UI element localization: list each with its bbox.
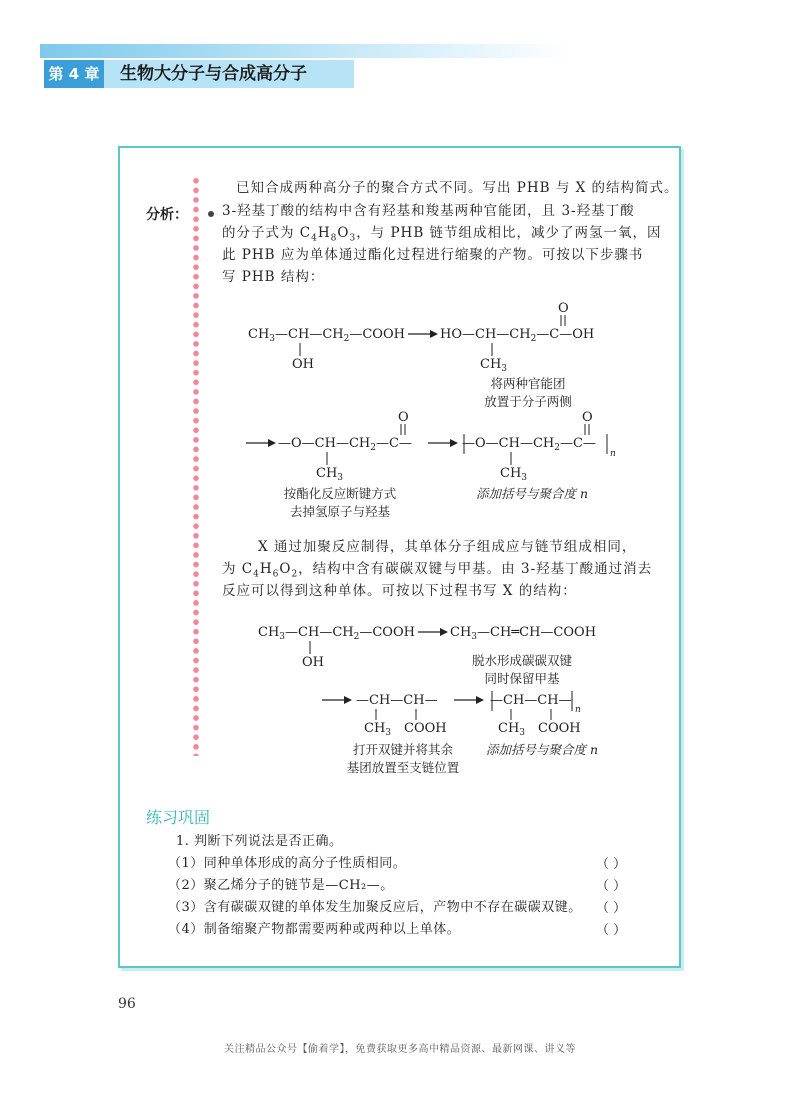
svg-text:CH3: $CH_3$	[500, 466, 528, 482]
svg-text:O: O	[398, 410, 409, 425]
svg-text:—CH—CH—: —CH—CH—	[490, 693, 572, 708]
page-number: 96	[118, 996, 136, 1012]
svg-text:CH3: $CH_3$	[498, 721, 526, 738]
caption-4	[452, 652, 592, 688]
caption-5	[328, 741, 478, 777]
svg-text:—O—CH—CH2—C—: $—O—CH—CH_2—C—$	[278, 436, 412, 453]
para1-line1: 3-羟基丁酸的结构中含有羟基和羧基两种官能团，且 3-羟基丁酸	[222, 203, 635, 219]
svg-text:n: n	[575, 705, 581, 715]
header-gradient-bar	[40, 44, 570, 58]
exercise-item-2: （2）聚乙烯分子的链节是—CH₂—。	[168, 878, 394, 893]
caption-5b: 基团放置至支链位置	[346, 760, 460, 775]
intro-text: 已知合成两种高分子的聚合方式不同。写出 PHB 与 X 的结构简式。	[236, 180, 679, 196]
answer-blank-3[interactable]: （ ）	[596, 901, 627, 916]
svg-text:CH3: $CH_3$	[364, 721, 392, 738]
svg-text:O: O	[558, 301, 569, 316]
caption-1a: 将两种官能团	[490, 376, 566, 391]
para2-line1: X 通过加聚反应制得，其单体分子组成应与链节组成相同，	[258, 539, 637, 555]
svg-text:—O—CH—CH2—C—: $—O—CH—CH_2—C—$	[462, 436, 596, 453]
reaction-scheme-1	[240, 296, 640, 374]
exercise-heading: 练习巩固	[146, 808, 211, 827]
exercise-item-4: （4）制备缩聚产物都需要两种或两种以上单体。	[168, 922, 461, 937]
answer-blank-2[interactable]: （ ）	[596, 879, 627, 894]
para1-line3: 此 PHB 应为单体通过酯化过程进行缩聚的产物。可按以下步骤书	[222, 247, 644, 263]
caption-2b: 去掉氢原子与羟基	[289, 504, 390, 519]
svg-text:O: O	[582, 410, 593, 425]
caption-1b: 放置于分子两侧	[484, 394, 572, 409]
answer-blank-1[interactable]: （ ）	[596, 857, 627, 872]
bullet-dot	[208, 211, 214, 217]
exercise-q1: 1. 判断下列说法是否正确。	[176, 834, 343, 849]
exercise-item-3: （3）含有碳碳双键的单体发生加聚反应后，产物中不存在碳碳双键。	[168, 900, 582, 915]
exercise-item-1: （1）同种单体形成的高分子性质相同。	[168, 856, 407, 871]
svg-text:—CH—CH—: —CH—CH—	[356, 693, 438, 708]
svg-text:CH3—CH—CH2—COOH: $CH_3—CH—CH_2—COOH$	[248, 327, 405, 344]
svg-text:CH3: $CH_3$	[316, 466, 344, 482]
footer-note: 关注精品公众号【偷着学】，免费获取更多高中精品资源、最新网课、讲义等	[224, 1044, 576, 1055]
analysis-label: 分析：	[146, 207, 188, 223]
svg-text:HO—CH—CH2—C—OH: $HO—CH—CH_2—C—OH$	[440, 327, 595, 344]
caption-2a: 按酯化反应断键方式	[283, 486, 397, 501]
reaction-scheme-4	[316, 684, 616, 740]
reaction-scheme-2	[240, 408, 640, 482]
caption-2	[260, 485, 420, 521]
svg-text:COOH: COOH	[404, 721, 447, 736]
svg-text:CH3: $CH_3$	[480, 357, 508, 374]
answer-blank-4[interactable]: （ ）	[596, 923, 627, 938]
chapter-tag: 第 4 章	[44, 60, 104, 88]
para1-line2: 的分子式为 $C_4H_8O_3$，与 PHB 链节组成相比，减少了两氢一氧，因	[222, 225, 662, 244]
caption-6: 添加括号与聚合度 n	[485, 742, 599, 757]
para2-line3: 反应可以得到这种单体。可按以下过程书写 X 的结构：	[222, 583, 577, 599]
svg-text:n: n	[610, 449, 616, 459]
caption-4b: 同时保留甲基	[484, 671, 560, 686]
svg-text:CH3—CH═CH—COOH: $CH_3—CH═CH—COOH$	[450, 625, 597, 642]
caption-4a: 脱水形成碳碳双键	[471, 653, 572, 668]
svg-text:COOH: COOH	[538, 721, 581, 736]
para2-line2: 为 $C_4H_6O_2$，结构中含有碳碳双键与甲基。由 3-羟基丁酸通过消去	[222, 561, 653, 580]
chapter-title: 生物大分子与合成高分子	[104, 60, 354, 88]
svg-text:CH3—CH—CH2—COOH: $CH_3—CH—CH_2—COOH$	[258, 625, 415, 642]
para1-line4: 写 PHB 结构：	[222, 269, 325, 285]
caption-3: 添加括号与聚合度 n	[475, 486, 589, 501]
caption-1	[458, 375, 598, 411]
svg-text:OH: OH	[292, 357, 314, 372]
caption-5a: 打开双键并将其余	[352, 742, 453, 757]
svg-text:OH: OH	[302, 655, 324, 670]
dotted-divider	[192, 176, 200, 756]
